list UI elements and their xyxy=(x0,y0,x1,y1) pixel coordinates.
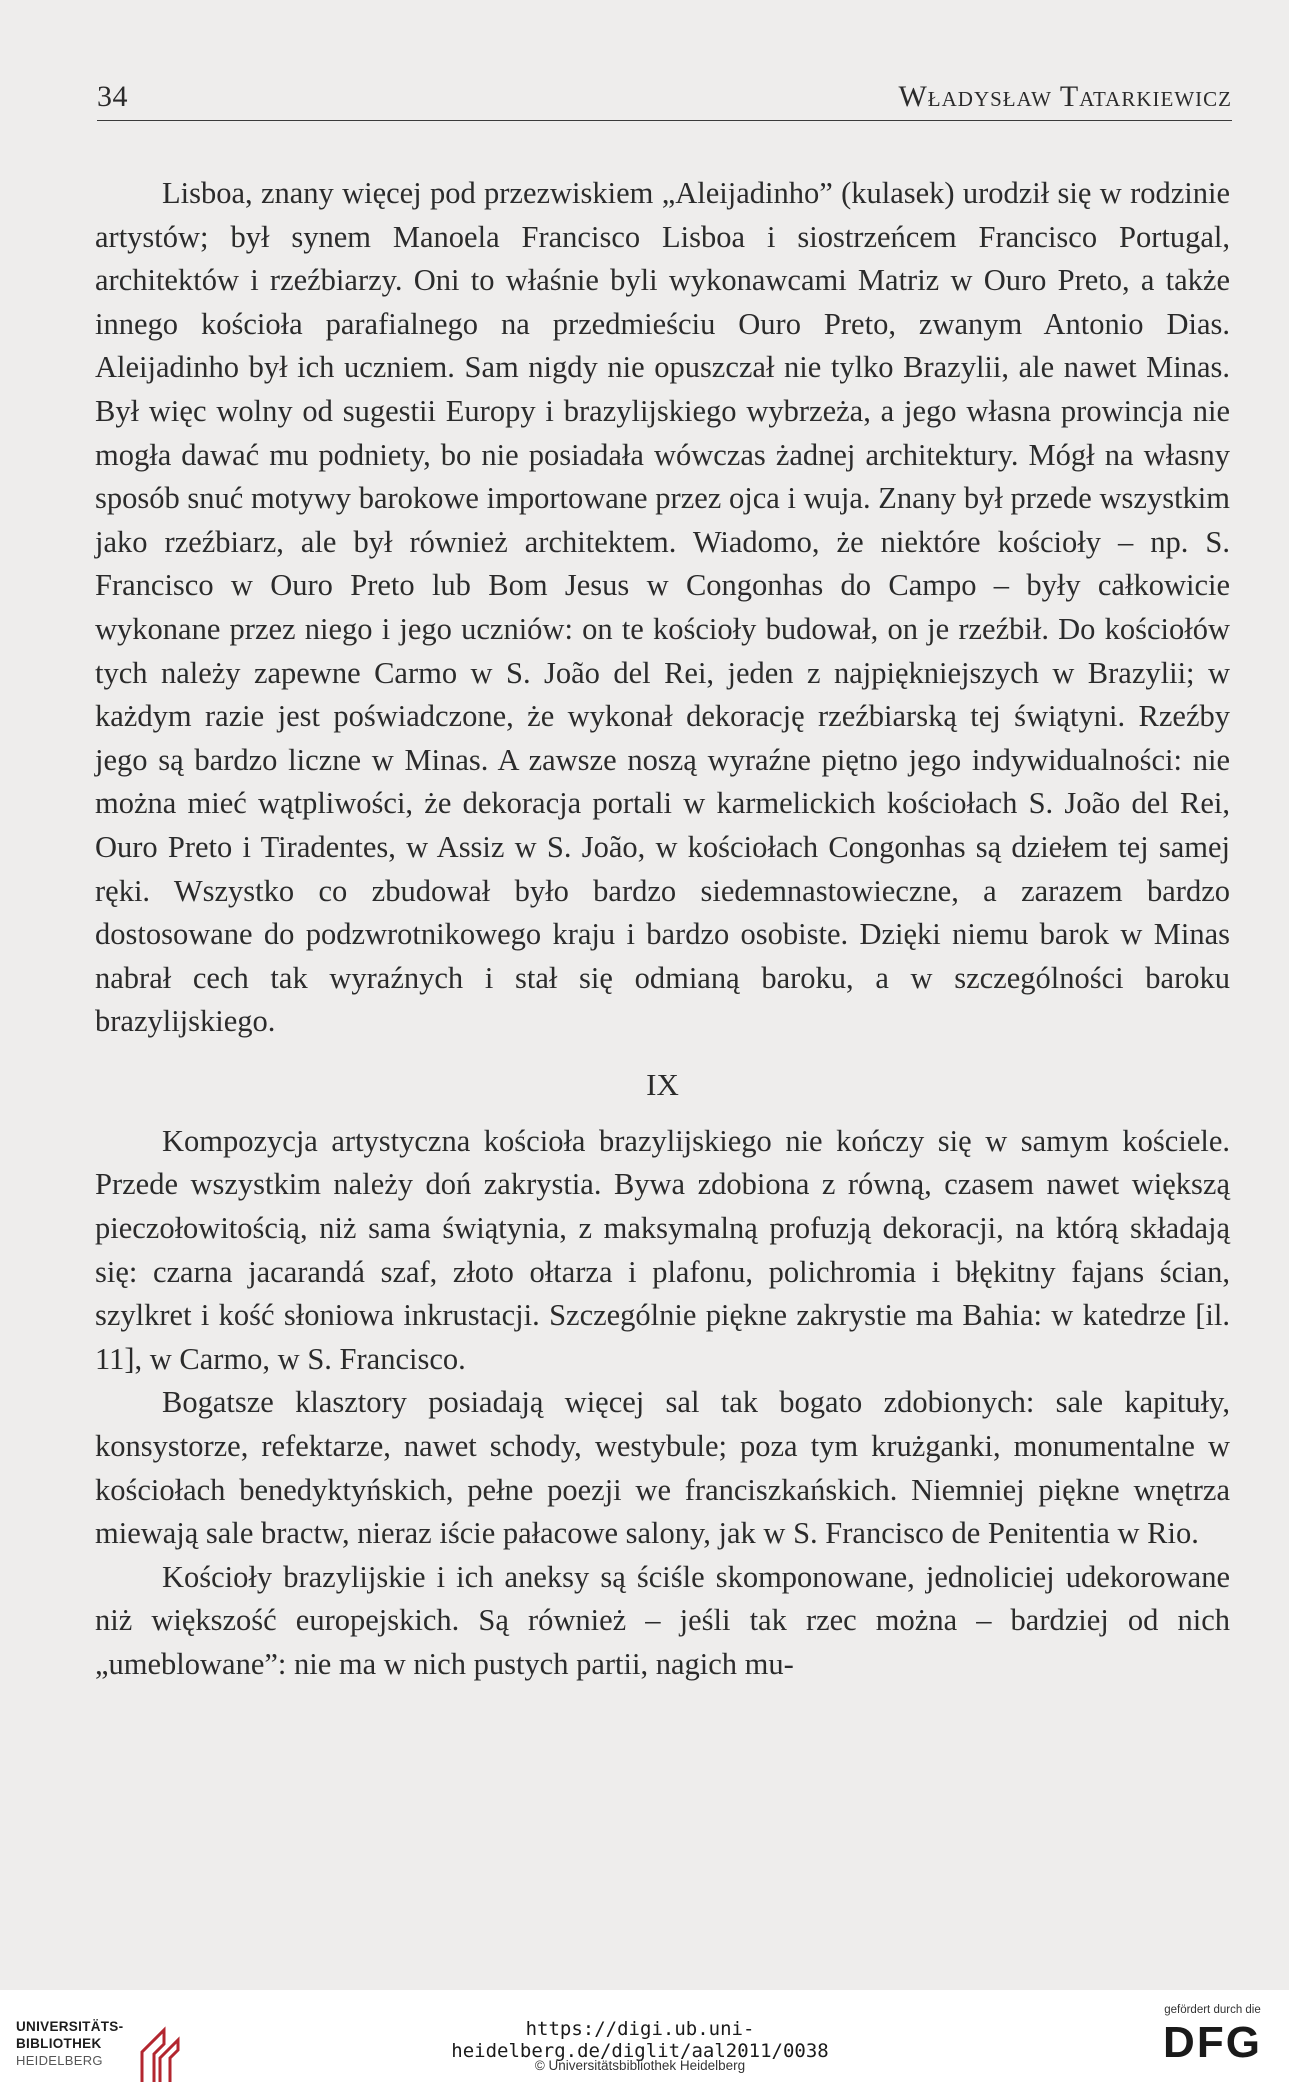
copyright-notice: © Universitätsbibliothek Heidelberg xyxy=(534,2058,746,2073)
page-number: 34 xyxy=(97,80,128,113)
page-header xyxy=(97,78,1232,121)
section-heading: IX xyxy=(646,1066,679,1102)
paragraph: Kościoły brazylijskie i ich aneksy są ściśle skomponowane, jednoliciej udekorowane niż większość europejskich. Są również – jeśli tak rzec można – bardziej od nich „umeblowane”: nie ma w nich pustych partii, nagich mu- xyxy=(95,1559,1230,1681)
running-head: Władysław Tatarkiewicz xyxy=(898,80,1232,113)
body-text xyxy=(95,172,1230,1687)
dfg-logo-text: DFG xyxy=(1163,2018,1262,2067)
paragraph: Bogatsze klasztory posiadają więcej sal tak bogato zdobionych: sale kapituły, konsystorze, refektarze, nawet schody, westybule; poza tym krużganki, monumentalne w kościołach benedyktyńskich, pełne poezji we franciszkańskich. Niemniej piękne wnętrza miewają sale bractw, nieraz iście pałacowe salony, jak w S. Francisco de Penitentia w Rio. xyxy=(95,1385,1230,1551)
logo-line: UNIVERSITÄTS- xyxy=(16,2019,124,2034)
funding-caption: gefördert durch die xyxy=(1164,2004,1261,2016)
logo-line: BIBLIOTHEK xyxy=(16,2036,102,2051)
library-mark-icon xyxy=(134,2024,192,2084)
paragraph: Kompozycja artystyczna kościoła brazylijskiego nie kończy się w samym kościele. Przede wszystkim należy doń zakrystia. Bywa zdobiona z równą, czasem nawet większą pieczołowitością, niż sama świątynia, z maksymalną profuzją dekoracji, na którą składają się: czarna jacarandá szaf, złoto ołtarza i plafonu, polichromia i błękitny fajans ścian, szylkret i kość słoniowa inkrustacji. Szczególnie piękne zakrystie ma Bahia: w katedrze [il. 11], w Carmo, w S. Francisco. xyxy=(95,1123,1230,1376)
university-library-logo xyxy=(16,2018,186,2078)
dfg-funding-logo xyxy=(1150,2004,1275,2084)
source-url-link[interactable]: https://digi.ub.uni-heidelberg.de/diglit/aal2011/0038 xyxy=(451,2018,829,2062)
digitization-footer xyxy=(0,1990,1289,2089)
logo-line: HEIDELBERG xyxy=(16,2053,103,2068)
paragraph: Lisboa, znany więcej pod przezwiskiem „Aleijadinho” (kulasek) urodził się w rodzinie artystów; był synem Manoela Francisco Lisboa i siostrzeńcem Francisco Portugal, architektów i rzeźbiarzy. Oni to właśnie byli wykonawcami Matriz w Ouro Preto, a także innego kościoła parafialnego na przedmieściu Ouro Preto, zwanym Antonio Dias. Aleijadinho był ich uczniem. Sam nigdy nie opuszczał nie tylko Brazylii, ale nawet Minas. Był więc wolny od sugestii Europy i brazylijskiego wybrzeża, a jego własna prowincja nie mogła dawać mu podniety, bo nie posiadała wówczas żadnej architektury. Mógł na własny sposób snuć motywy barokowe importowane przez ojca i wuja. Znany był przede wszystkim jako rzeźbiarz, ale był również architektem. Wiadomo, że niektóre kościoły – np. S. Francisco w Ouro Preto lub Bom Jesus w Congonhas do Campo – były całkowicie wykonane przez niego i jego uczniów: on te kościoły budował, on je rzeźbił. Do kościołów tych należy zapewne Carmo w S. João del Rei, jeden z najpiękniejszych w Brazylii; w każdym razie jest poświadczone, że wykonał dekorację rzeźbiarską tej świątyni. Rzeźby jego są bardzo liczne w Minas. A zawsze noszą wyraźne piętno jego indywidualności: nie można mieć wątpliwości, że dekoracja portali w karmelickich kościołach S. João del Rei, Ouro Preto i Tiradentes, w Assiz w S. João, w kościołach Congonhas są dziełem tej samej ręki. Wszystko co zbudował było bardzo siedemnastowieczne, a zarazem bardzo dostosowane do podzwrotnikowego kraju i bardzo osobiste. Dzięki niemu barok w Minas nabrał cech tak wyraźnych i stał się odmianą baroku, a w szczególności baroku brazylijskiego. xyxy=(95,176,1230,1039)
